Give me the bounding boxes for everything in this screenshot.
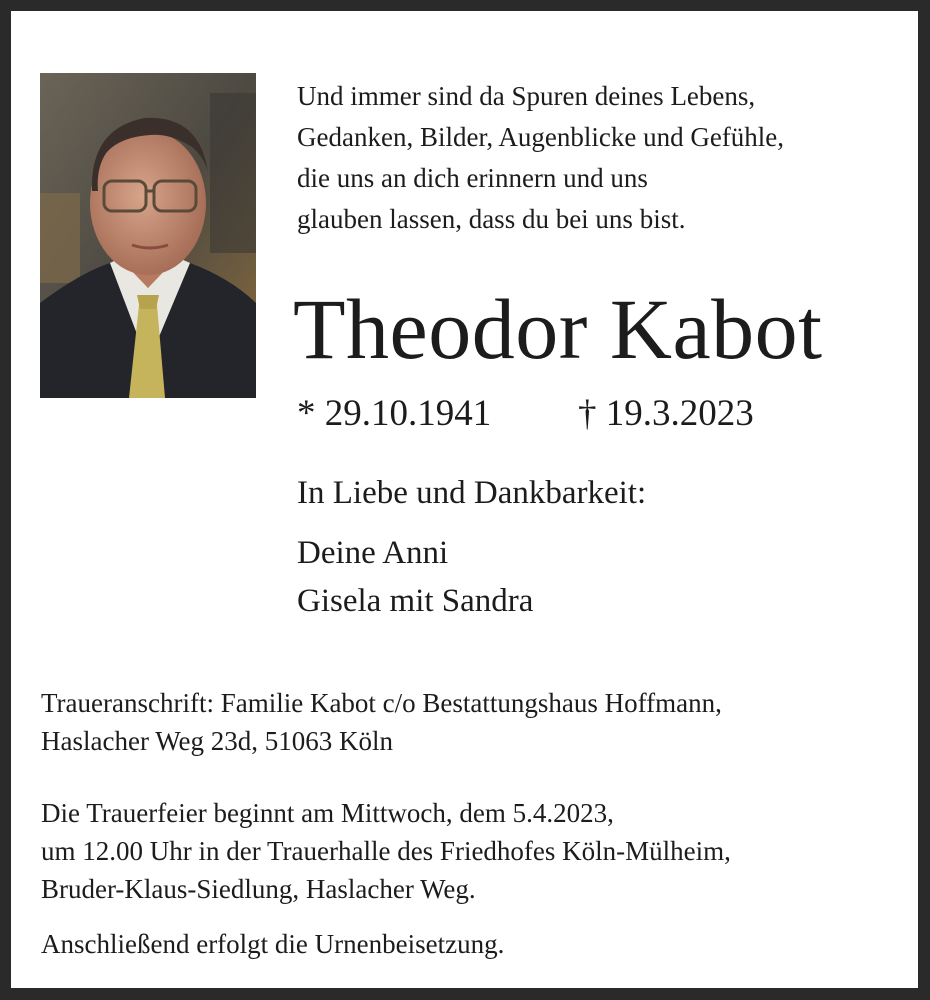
mourning-address <box>41 684 722 760</box>
ceremony-info <box>41 794 731 908</box>
deceased-name: Theodor Kabot <box>293 281 823 377</box>
memorial-verse <box>297 76 784 240</box>
death-date: † 19.3.2023 <box>578 393 754 434</box>
address-line: Haslacher Weg 23d, 51063 Köln <box>41 726 394 756</box>
birth-date: * 29.10.1941 <box>297 393 492 434</box>
verse-line: Und immer sind da Spuren deines Lebens, <box>297 81 756 111</box>
mourner-name: Deine Anni <box>297 535 449 571</box>
ceremony-line: um 12.00 Uhr in der Trauerhalle des Friedhofes Köln-Mülheim, <box>41 836 731 866</box>
ceremony-line: Die Trauerfeier beginnt am Mittwoch, dem 5.4.2023, <box>41 798 614 828</box>
verse-line: Gedanken, Bilder, Augenblicke und Gefühle, <box>297 122 785 152</box>
address-line: Traueranschrift: Familie Kabot c/o Bestattungshaus Hoffmann, <box>41 688 722 718</box>
portrait-photo <box>40 73 256 398</box>
ceremony-line: Bruder-Klaus-Siedlung, Haslacher Weg. <box>41 874 476 904</box>
mourning-line: In Liebe und Dankbarkeit: <box>297 475 647 511</box>
verse-line: die uns an dich erinnern und uns <box>297 163 648 193</box>
urn-burial-note: Anschließend erfolgt die Urnenbeisetzung. <box>41 929 505 959</box>
mourner-name: Gisela mit Sandra <box>297 583 534 619</box>
verse-line: glauben lassen, dass du bei uns bist. <box>297 204 686 234</box>
